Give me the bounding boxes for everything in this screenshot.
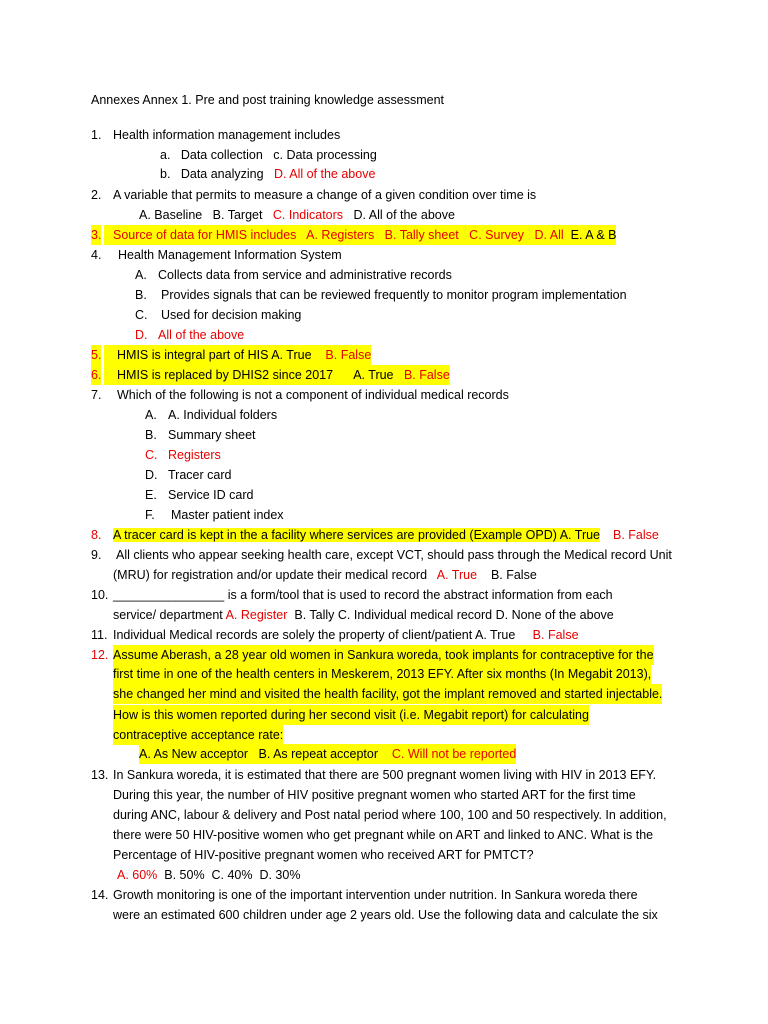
question-text: during ANC, labour & delivery and Post natal period where 100, 100 and 50 respectively. In addition, [113, 808, 667, 822]
answer-text: A. Register [225, 608, 288, 622]
question-text: Growth monitoring is one of the important intervention under nutrition. In Sankura woreda there [113, 888, 638, 902]
option-text: B. 50% C. 40% D. 30% [157, 868, 301, 882]
question-number: 8. [91, 528, 102, 542]
option-line [117, 865, 300, 885]
answer-text: A. 60% [117, 868, 158, 882]
option-text: a. Data collection c. Data processing [160, 148, 377, 162]
option-letter: F. [145, 508, 155, 522]
option-letter: C. [135, 308, 148, 322]
answer-text: C. Will not be reported [391, 747, 517, 761]
option-text: B. False [477, 568, 537, 582]
question-text: she changed her mind and visited the health facility, got the implant removed and started injectable. [113, 684, 662, 704]
option-text: Collects data from service and administrative records [158, 268, 452, 282]
question-text: contraceptive acceptance rate: [113, 725, 283, 745]
question-text: (MRU) for registration and/or update their medical record [113, 568, 437, 582]
option-text: Tracer card [168, 468, 232, 482]
option-line [160, 164, 375, 184]
option-text: Provides signals that can be reviewed frequently to monitor program implementation [161, 288, 627, 302]
option-text: Summary sheet [168, 428, 256, 442]
option-line [139, 744, 516, 764]
option-text: E. A & B [563, 228, 617, 242]
question-line [104, 345, 371, 365]
answer-text: B. False [532, 628, 579, 642]
option-text: Service ID card [168, 488, 254, 502]
question-text: Health Management Information System [118, 248, 342, 262]
question-number: 2. [91, 188, 102, 202]
option-text: D. All of the above [343, 208, 455, 222]
option-letter: A. [135, 268, 147, 282]
question-number: 7. [91, 388, 102, 402]
question-number: 3. [91, 225, 101, 245]
answer-text: C. Indicators [272, 208, 344, 222]
question-number: 9. [91, 548, 102, 562]
question-line [104, 365, 450, 385]
question-line [113, 625, 579, 645]
question-number: 13. [91, 768, 109, 782]
question-text: service/ department [113, 608, 226, 622]
question-text: HMIS is integral part of HIS A. True [117, 348, 326, 362]
option-text: B. Tally C. Individual medical record D. None of the above [287, 608, 614, 622]
question-text: were an estimated 600 children under age 2 years old. Use the following data and calculate the six [113, 908, 658, 922]
question-text: Assume Aberash, a 28 year old women in Sankura woreda, took implants for contraceptive for the [113, 645, 654, 665]
document-title: Annexes Annex 1. Pre and post training knowledge assessment [91, 93, 444, 107]
question-line [104, 225, 616, 245]
question-text: Which of the following is not a component of individual medical records [117, 388, 509, 402]
answer-text: B. False [325, 348, 372, 362]
question-line [113, 605, 614, 625]
option-text: b. Data analyzing [160, 167, 274, 181]
option-text: A. As New acceptor B. As repeat acceptor [139, 747, 392, 761]
question-text: How is this women reported during her second visit (i.e. Megabit report) for calculating [113, 705, 589, 725]
option-letter: D. [135, 328, 148, 342]
answer-text: All of the above [158, 328, 245, 342]
question-line [113, 525, 659, 545]
question-number: 6. [91, 365, 101, 385]
question-text: All clients who appear seeking health care, except VCT, should pass through the Medical record Unit [116, 548, 672, 562]
question-text: there were 50 HIV-positive women who get pregnant while on ART and linked to ANC. What is the [113, 828, 654, 842]
question-text: ________________ is a form/tool that is used to record the abstract information from each [113, 588, 613, 602]
question-number: 14. [91, 888, 109, 902]
option-letter: B. [145, 428, 157, 442]
answer-text: B. False [403, 368, 450, 382]
question-text: A tracer card is kept in the a facility where services are provided (Example OPD) A. True [113, 528, 601, 542]
option-letter: E. [145, 488, 157, 502]
question-text: In Sankura woreda, it is estimated that there are 500 pregnant women living with HIV in 2013 EFY. [113, 768, 657, 782]
option-text: Master patient index [171, 508, 284, 522]
question-text: HMIS is replaced by DHIS2 since 2017 A. True [117, 368, 404, 382]
answer-text: Registers [168, 448, 221, 462]
question-text: Percentage of HIV-positive pregnant women who received ART for PMTCT? [113, 848, 534, 862]
question-number: 4. [91, 248, 102, 262]
question-text: During this year, the number of HIV positive pregnant women who started ART for the first time [113, 788, 636, 802]
answer-text: Source of data for HMIS includes A. Registers B. Tally sheet C. Survey D. All [113, 228, 564, 242]
answer-text: B. False [613, 528, 659, 542]
answer-text: D. All of the above [273, 167, 376, 181]
option-letter: D. [145, 468, 158, 482]
option-letter: B. [135, 288, 147, 302]
question-text: first time in one of the health centers in Meskerem, 2013 EFY. After six months (In Megabit 2013), [113, 664, 651, 684]
question-text: Health information management includes [113, 128, 341, 142]
option-letter: C. [145, 448, 158, 462]
option-text: A. Baseline B. Target [139, 208, 273, 222]
option-text: A. Individual folders [168, 408, 278, 422]
question-number: 12. [91, 648, 109, 662]
question-number: 5. [91, 345, 101, 365]
question-text: Individual Medical records are solely the property of client/patient A. True [113, 628, 533, 642]
option-line [139, 205, 455, 225]
question-line [113, 565, 537, 585]
option-letter: A. [145, 408, 157, 422]
option-text: Used for decision making [161, 308, 302, 322]
answer-text: A. True [436, 568, 478, 582]
question-number: 10. [91, 588, 109, 602]
question-number: 1. [91, 128, 102, 142]
question-text: A variable that permits to measure a change of a given condition over time is [113, 188, 537, 202]
question-number: 11. [91, 628, 108, 642]
